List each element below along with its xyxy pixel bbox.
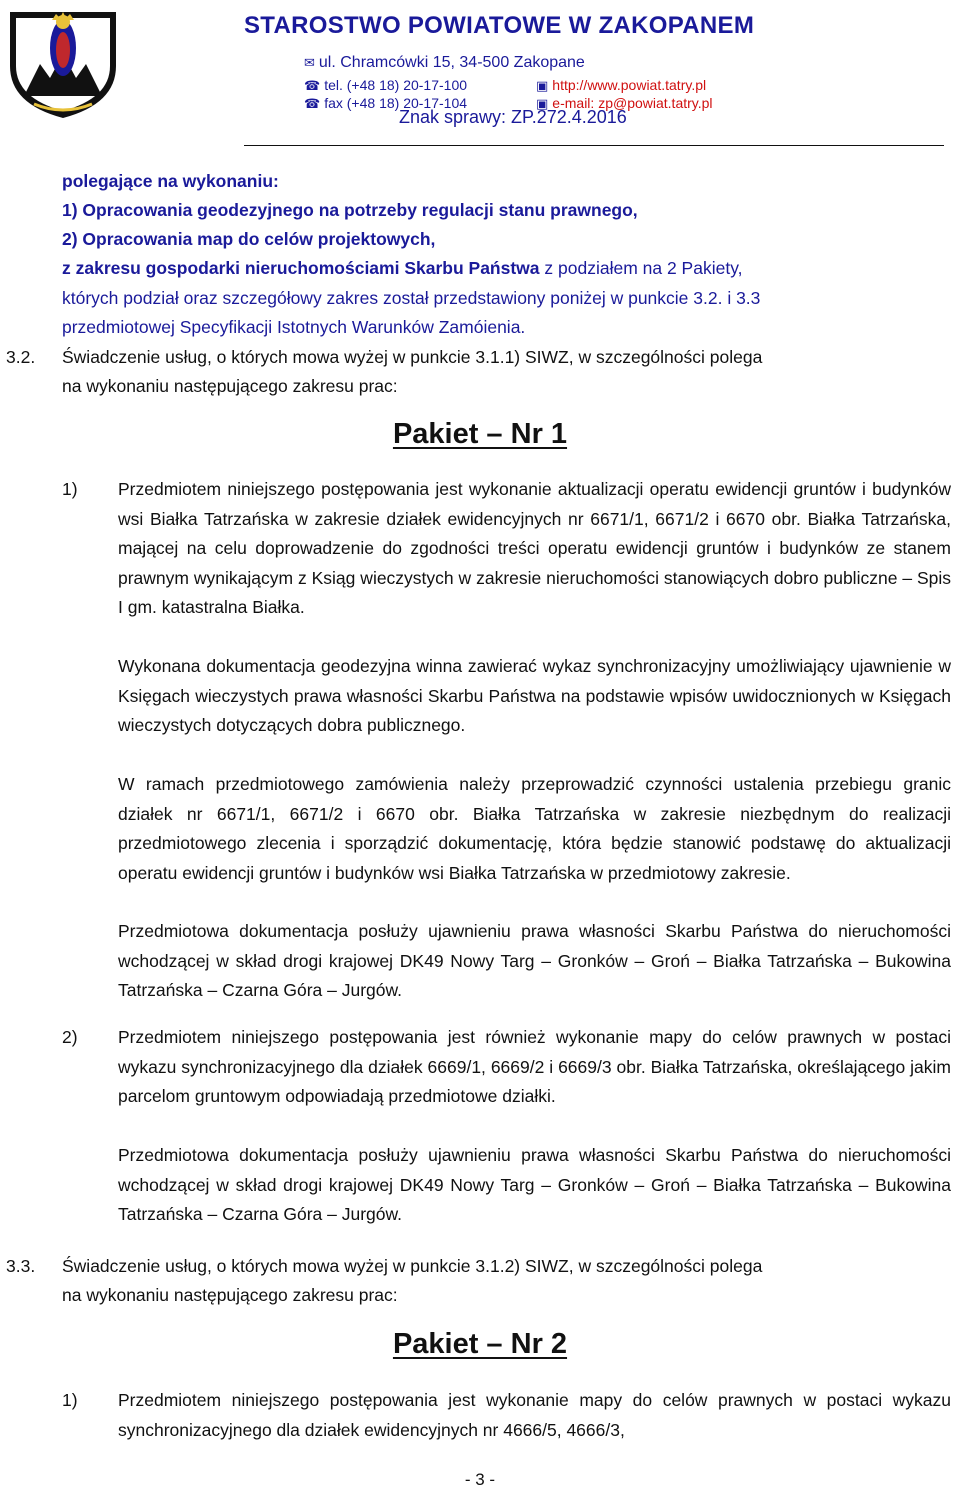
coat-of-arms-logo [4, 4, 122, 120]
section-3-2-line-1: Świadczenie usług, o których mowa wyżej w punkcie 3.1.1) SIWZ, w szczególności polega [62, 347, 763, 367]
website-link[interactable]: ▣ http://www.powiat.tatry.pl [536, 77, 707, 93]
pakiet-2-title: Pakiet – Nr 2 [392, 1328, 568, 1360]
intro-line-4: których podział oraz szczegółowy zakres został przedstawiony poniżej w punkcie 3.2. i 3.3 [62, 288, 761, 308]
section-number-3-2: 3.2. [6, 347, 36, 367]
phone-line: ☎ tel. (+48 18) 20-17-100 [304, 77, 468, 93]
section-number-3-3: 3.3. [6, 1256, 36, 1276]
envelope-icon: ✉ [304, 55, 315, 70]
pakiet-1-item-1-paragraph-b: Wykonana dokumentacja geodezyjna winna zawierać wykaz synchronizacyjny umożliwiający ujawnienie w Księgach wieczystych prawa własności Skarbu Państwa na podstawie wpisów uwidocznionych w Księgach wieczystych dotyczących dobra publicznego. [118, 656, 951, 735]
phone-icon: ☎ [304, 78, 321, 93]
email-link[interactable]: ▣ e-mail: zp@powiat.tatry.pl [536, 95, 713, 111]
intro-line-3: z zakresu gospodarki nieruchomościami Skarbu Państwa z podziałem na 2 Pakiety, [62, 258, 743, 278]
pakiet-1-item-1-number: 1) [62, 479, 78, 499]
intro-line-5: przedmiotowej Specyfikacji Istotnych Warunków Zamóienia. [62, 317, 526, 337]
intro-lead: polegające na wykonaniu: [62, 171, 279, 191]
section-3-3-line-2: na wykonaniu następującego zakresu prac: [62, 1285, 398, 1305]
pakiet-1-item-2-number: 2) [62, 1027, 78, 1047]
pakiet-2-item-1-paragraph: Przedmiotem niniejszego postępowania jest wykonanie mapy do celów prawnych w postaci wykazu synchronizacyjnego dla działek ewidencyjnych nr 4666/5, 4666/3, [118, 1390, 951, 1440]
section-3-2-line-2: na wykonaniu następującego zakresu prac: [62, 376, 398, 396]
section-3-3-line-1: Świadczenie usług, o których mowa wyżej w punkcie 3.1.2) SIWZ, w szczególności polega [62, 1256, 763, 1276]
pakiet-1-item-1-paragraph-a: Przedmiotem niniejszego postępowania jest wykonanie aktualizacji operatu ewidencji gruntów i budynków wsi Białka Tatrzańska w zakresie działek ewidencyjnych nr 6671/1, 6671/2 i 6670 obr. Białka Tatrzańska, mającej na celu doprowadzenie do zgodności treści operatu ewidencji gruntów i budynków ze stanem prawnym wynikającym z Ksiąg wieczystych w zakresie nieruchomości stanowiących dobro publiczne – Spis I gm. katastralna Białka. [118, 479, 951, 617]
pakiet-2-item-1-number: 1) [62, 1390, 78, 1410]
office-address: ✉ ul. Chramcówki 15, 34-500 Zakopane [304, 54, 585, 71]
pakiet-1-item-1-paragraph-c: W ramach przedmiotowego zamówienia należy przeprowadzić czynności ustalenia przebiegu granic działek nr 6671/1, 6671/2 i 6670 obr. Białka Tatrzańska w zakresie niezbędnym do realizacji przedmiotowego zlecenia i sporządzić dokumentację, która będzie stanowić podstawę do aktualizacji operatu ewidencji gruntów i budynków wsi Białka Tatrzańska w przedmiotowy zakresie. [118, 774, 951, 883]
pakiet-1-title: Pakiet – Nr 1 [392, 418, 568, 450]
computer-icon: ▣ [536, 96, 549, 111]
office-name: STAROSTWO POWIATOWE W ZAKOPANEM [244, 12, 755, 39]
intro-item-1: 1) Opracowania geodezyjnego na potrzeby regulacji stanu prawnego, [62, 200, 638, 220]
pakiet-1-item-2-paragraph-b: Przedmiotowa dokumentacja posłuży ujawnieniu prawa własności Skarbu Państwa do nieruchomości wchodzącej w skład drogi krajowej DK49 Nowy Targ – Gronków – Groń – Białka Tatrzańska – Bukowina Tatrzańska – Czarna Góra – Jurgów. [118, 1145, 951, 1224]
pakiet-1-item-2-paragraph-a: Przedmiotem niniejszego postępowania jest również wykonanie mapy do celów prawnych w postaci wykazu synchronizacyjnego dla działek 6669/1, 6669/2 i 6669/3 obr. Białka Tatrzańska, określającego jakim parcelom gruntowym odpowiadają przedmiotowe działki. [118, 1027, 951, 1106]
fax-line: ☎ fax (+48 18) 20-17-104 [304, 95, 468, 111]
pakiet-1-item-1-paragraph-d: Przedmiotowa dokumentacja posłuży ujawnieniu prawa własności Skarbu Państwa do nieruchomości wchodzącej w skład drogi krajowej DK49 Nowy Targ – Gronków – Groń – Białka Tatrzańska – Bukowina Tatrzańska – Czarna Góra – Jurgów. [118, 921, 951, 1000]
case-number: Znak sprawy: ZP.272.4.2016 [399, 107, 627, 127]
phone-icon: ☎ [304, 96, 321, 111]
page-number: - 3 - [464, 1470, 496, 1489]
header-divider [244, 145, 944, 146]
intro-item-2: 2) Opracowania map do celów projektowych, [62, 229, 436, 249]
computer-icon: ▣ [536, 78, 549, 93]
